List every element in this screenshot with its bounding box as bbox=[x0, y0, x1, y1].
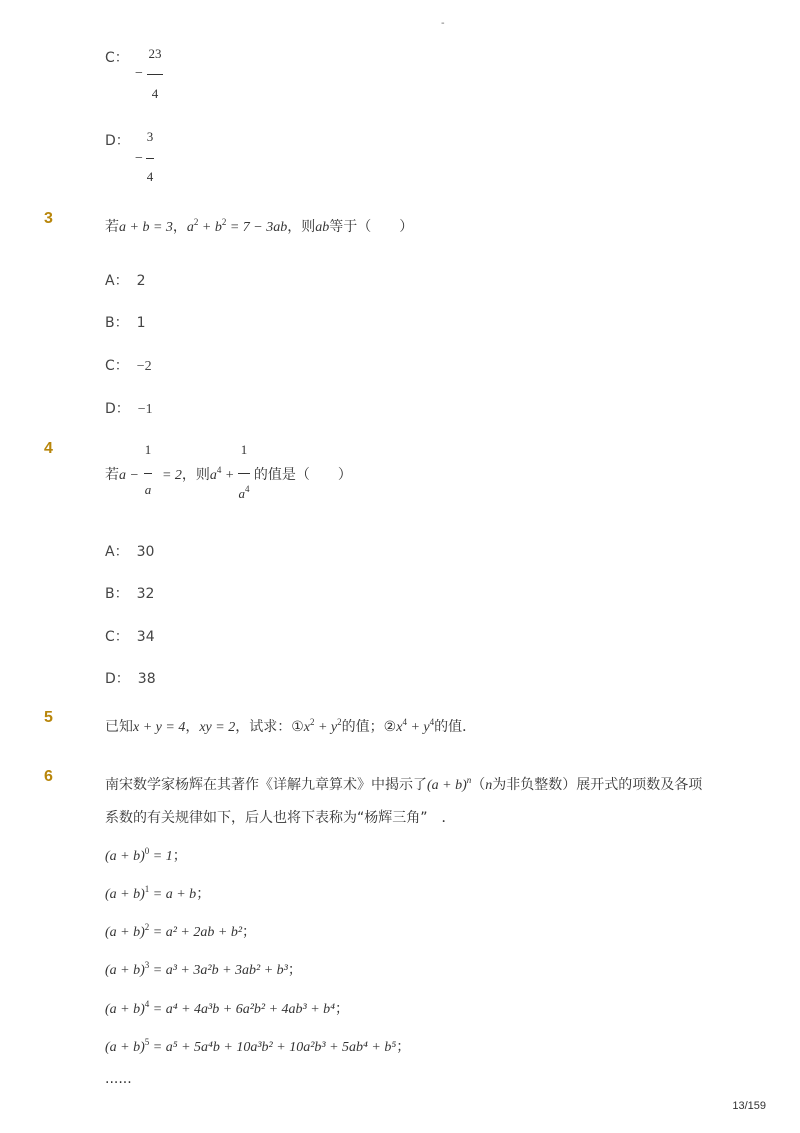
math: = a⁴ + 4a³b + 6a²b² + 4ab³ + b⁴ bbox=[149, 1002, 336, 1017]
q3-option-c[interactable] bbox=[105, 355, 152, 375]
exponent: 4 bbox=[144, 999, 150, 1009]
denominator: a bbox=[238, 486, 245, 501]
text: ； bbox=[287, 962, 302, 978]
option-value: 2 bbox=[136, 273, 146, 289]
math: = a² + 2ab + b² bbox=[149, 925, 243, 940]
text: ； bbox=[335, 1001, 350, 1017]
numerator: 1 bbox=[144, 442, 152, 457]
math: (a + b) bbox=[105, 1002, 145, 1017]
q2-option-d[interactable] bbox=[105, 130, 130, 150]
option-label: B： bbox=[105, 586, 129, 602]
text: ； bbox=[242, 924, 257, 940]
math: = a + b bbox=[149, 887, 197, 902]
q4-option-c[interactable] bbox=[105, 626, 155, 646]
math: x bbox=[396, 720, 403, 735]
numerator: 23 bbox=[148, 46, 162, 61]
math: = a⁵ + 5a⁴b + 10a³b² + 10a²b³ + 5ab⁴ + b⁵ bbox=[149, 1040, 397, 1055]
fraction-bar bbox=[147, 74, 163, 75]
q2-option-c[interactable] bbox=[105, 47, 129, 67]
text: 若 bbox=[105, 219, 119, 235]
option-value: 1 bbox=[136, 315, 146, 331]
yanghui-row-1 bbox=[105, 883, 210, 903]
text: 等于（ ） bbox=[329, 219, 414, 235]
math: n bbox=[485, 778, 493, 793]
exponent: 2 bbox=[309, 717, 315, 727]
question-number: 5 bbox=[44, 709, 53, 726]
text: ，则 bbox=[181, 467, 210, 483]
math: a + b = 3 bbox=[119, 220, 173, 235]
denominator: a bbox=[144, 482, 152, 497]
q3-stem bbox=[105, 216, 413, 236]
text: 的值是（ ） bbox=[253, 467, 352, 483]
text: 南宋数学家杨辉在其著作《详解九章算术》中揭示了 bbox=[105, 777, 427, 793]
math: x + y = 4 bbox=[133, 720, 186, 735]
math: + y bbox=[314, 720, 338, 735]
option-label: D： bbox=[105, 671, 130, 687]
exponent: 4 bbox=[245, 484, 250, 494]
yanghui-row-4 bbox=[105, 998, 349, 1018]
exponent: 4 bbox=[216, 465, 222, 475]
minus-sign: − bbox=[135, 151, 143, 166]
math: a bbox=[209, 468, 217, 483]
math: (a + b) bbox=[105, 925, 145, 940]
text: ， bbox=[172, 219, 187, 235]
yanghui-row-0 bbox=[105, 845, 187, 865]
math: = 7 − 3ab bbox=[226, 220, 288, 235]
math: (a + b) bbox=[105, 963, 145, 978]
exponent: n bbox=[466, 775, 472, 785]
fraction-bar bbox=[238, 473, 250, 474]
text: 的值． bbox=[434, 719, 477, 735]
numerator: 3 bbox=[146, 129, 154, 144]
text: ， bbox=[185, 719, 200, 735]
q4-option-b[interactable] bbox=[105, 583, 154, 603]
option-label: A： bbox=[105, 273, 129, 289]
exponent: 1 bbox=[144, 884, 150, 894]
q5-stem bbox=[105, 716, 476, 736]
yanghui-row-2 bbox=[105, 921, 256, 941]
text: 若 bbox=[105, 467, 119, 483]
text: ； bbox=[172, 848, 187, 864]
math: (a + b) bbox=[427, 778, 467, 793]
text: 的值；② bbox=[341, 719, 397, 735]
yanghui-row-3 bbox=[105, 959, 302, 979]
text: 为非负整数）展开式的项数及各项 bbox=[492, 777, 703, 793]
math: = 1 bbox=[149, 849, 173, 864]
q4-stem bbox=[105, 464, 352, 484]
option-value: 34 bbox=[136, 629, 155, 645]
text: ； bbox=[396, 1039, 411, 1055]
question-number: 6 bbox=[44, 768, 53, 785]
fraction-bar bbox=[146, 158, 154, 159]
q4-option-a[interactable] bbox=[105, 541, 154, 561]
option-value: 38 bbox=[137, 671, 156, 687]
q3-option-a[interactable] bbox=[105, 270, 146, 290]
math: xy = 2 bbox=[199, 720, 236, 735]
option-label: C： bbox=[105, 50, 129, 66]
option-label: D： bbox=[105, 401, 130, 417]
math: a bbox=[119, 468, 126, 483]
option-label: D： bbox=[105, 133, 130, 149]
yanghui-row-5 bbox=[105, 1036, 410, 1056]
text: （ bbox=[471, 777, 486, 793]
numerator: 1 bbox=[240, 442, 248, 457]
question-number: 4 bbox=[44, 440, 53, 457]
option-label: A： bbox=[105, 544, 129, 560]
math: + y bbox=[406, 720, 430, 735]
option-value: −2 bbox=[136, 359, 152, 374]
ellipsis: ...... bbox=[105, 1071, 132, 1087]
denominator: 4 bbox=[146, 169, 154, 184]
text: 已知 bbox=[105, 719, 133, 735]
minus-sign: − bbox=[135, 66, 143, 81]
exponent: 2 bbox=[221, 217, 227, 227]
text: ； bbox=[196, 886, 211, 902]
fraction-bar bbox=[144, 473, 152, 474]
exponent: 3 bbox=[144, 960, 150, 970]
denominator: 4 bbox=[151, 86, 159, 101]
math: (a + b) bbox=[105, 849, 145, 864]
q6-stem-line-1 bbox=[105, 774, 702, 794]
option-label: C： bbox=[105, 629, 129, 645]
option-label: B： bbox=[105, 315, 129, 331]
exponent: 4 bbox=[429, 717, 435, 727]
q3-option-d[interactable] bbox=[105, 398, 153, 418]
math: − bbox=[126, 468, 143, 483]
math: + b bbox=[198, 220, 222, 235]
q4-option-d[interactable] bbox=[105, 668, 156, 688]
math: ab bbox=[315, 220, 330, 235]
math: (a + b) bbox=[105, 1040, 145, 1055]
exponent: 2 bbox=[193, 217, 199, 227]
math: (a + b) bbox=[105, 887, 145, 902]
math: = 2 bbox=[158, 468, 182, 483]
math: a bbox=[186, 220, 194, 235]
text: ，试求：① bbox=[235, 719, 304, 735]
top-mark: - bbox=[441, 18, 445, 29]
exponent: 2 bbox=[337, 717, 342, 727]
option-value: 32 bbox=[136, 586, 155, 602]
q6-stem-line-2: 系数的有关规律如下，后人也将下表称为“杨辉三角” ． bbox=[105, 810, 456, 826]
question-number: 3 bbox=[44, 210, 53, 227]
page-indicator: 13/159 bbox=[732, 1100, 766, 1112]
option-value: 30 bbox=[136, 544, 155, 560]
exponent: 4 bbox=[402, 717, 407, 727]
q3-option-b[interactable] bbox=[105, 312, 146, 332]
option-value: −1 bbox=[137, 402, 153, 417]
math: + bbox=[221, 468, 238, 483]
option-label: C： bbox=[105, 358, 129, 374]
exponent: 0 bbox=[144, 846, 150, 856]
exponent: 5 bbox=[144, 1037, 150, 1047]
exponent: 2 bbox=[144, 922, 150, 932]
math: x bbox=[303, 720, 310, 735]
text: ，则 bbox=[287, 219, 316, 235]
math: = a³ + 3a²b + 3ab² + b³ bbox=[149, 963, 288, 978]
